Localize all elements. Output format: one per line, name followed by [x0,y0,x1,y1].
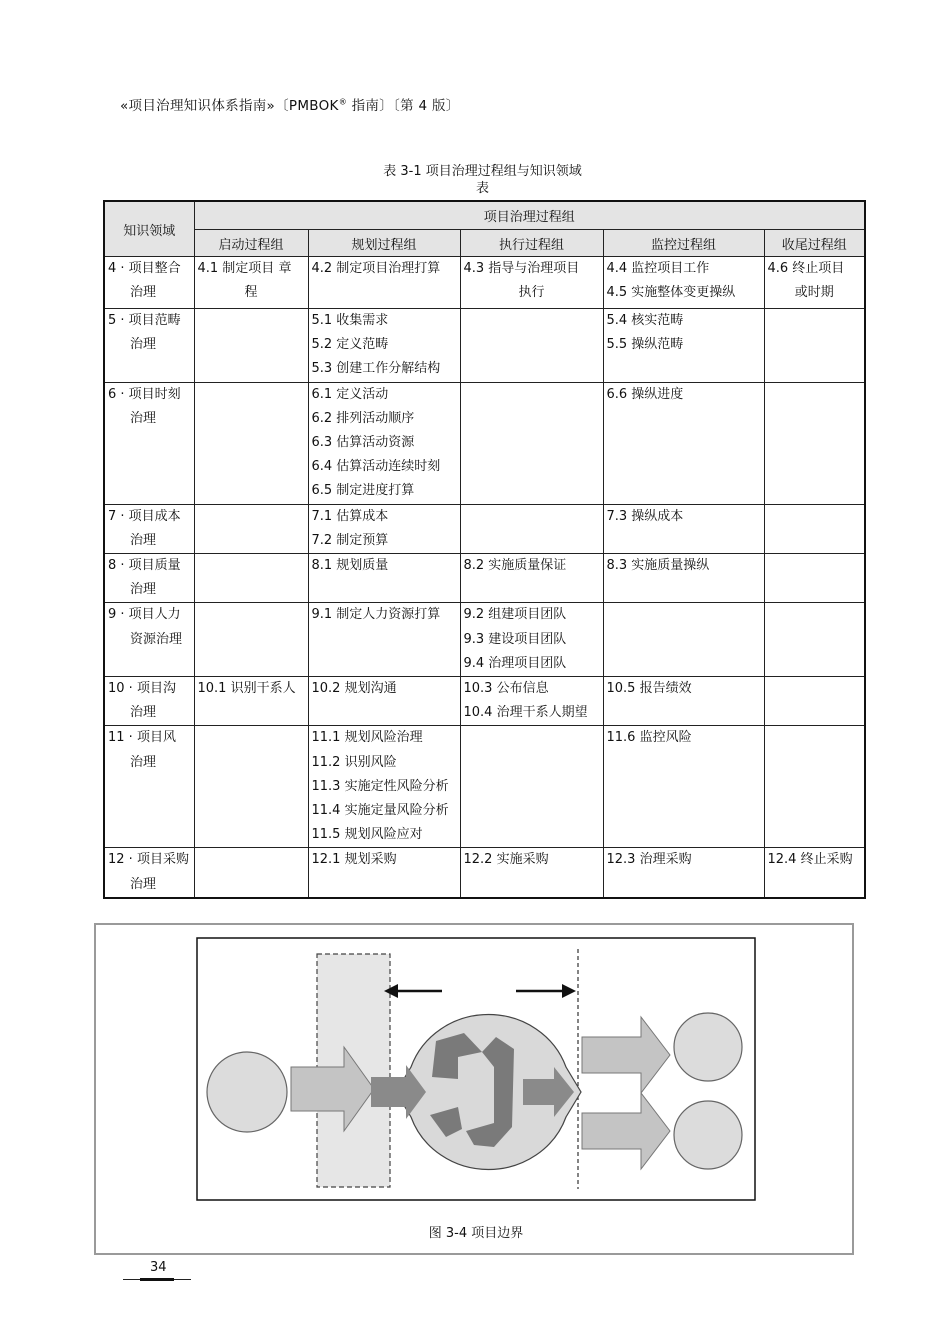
cell-close [764,726,865,848]
cell-line: 12.2 实施采购 [463,852,549,868]
cell-area [104,677,194,726]
cell-plan [308,382,460,504]
cell-line: 11.2 识别风险 [311,754,397,770]
cell-initiate [194,257,308,309]
cell-line: 11.4 实施定量风险分析 [311,803,449,819]
cell-line: 10.1 识别干系人 [197,681,296,697]
cell-execute [460,382,603,504]
header-initiating: 启动过程组 [194,230,308,257]
cell-close [764,554,865,603]
cell-line: 12 · 项目采购 [108,852,189,868]
cell-line: 或时期 [794,285,834,301]
header-title: «项目治理知识体系指南»〔PMBOK [120,98,339,114]
cell-line: 8.3 实施质量操纵 [606,558,710,574]
cell-monitor [603,257,764,309]
cell-line: 5.3 创建工作分解结构 [311,361,441,377]
cell-line: 治理 [130,582,157,598]
cell-line: 8 · 项目质量 [108,558,181,574]
cell-line: 7.1 估算成本 [311,508,389,524]
cell-close [764,603,865,677]
cell-initiate [194,554,308,603]
cell-line: 11.3 实施定性风险分析 [311,778,449,794]
page-number: 34 [150,1260,167,1275]
cell-execute [460,504,603,553]
table-caption: 表 3-1 项目治理过程组与知识领域 [383,164,582,179]
header-planning: 规划过程组 [308,230,460,257]
cell-execute [460,848,603,898]
table-row [104,677,865,726]
cell-line: 治理 [130,532,157,548]
cell-line: 程 [244,285,258,301]
cell-line: 10.4 治理干系人期望 [463,705,588,721]
cell-line: 6.6 操纵进度 [606,386,684,402]
cell-close [764,257,865,309]
header-process-groups: 项目治理过程组 [194,201,865,230]
cell-close [764,504,865,553]
figure-caption: 图 3-4 项目边界 [428,1226,524,1241]
cell-line: 9.2 组建项目团队 [463,607,567,623]
cell-line: 10.2 规划沟通 [311,681,397,697]
table-row [104,257,865,309]
cell-line: 12.3 治理采购 [606,852,692,868]
cell-initiate [194,309,308,383]
cell-line: 6.3 估算活动资源 [311,435,415,451]
cell-plan [308,726,460,848]
table-caption-continuation: 表 [475,181,489,196]
cell-line: 治理 [130,337,157,353]
cell-line: 治理 [130,876,157,892]
cell-line: 5.2 定义范畴 [311,337,389,353]
table-row [104,848,865,898]
cell-line: 5.5 操纵范畴 [606,337,684,353]
cell-line: 5 · 项目范畴 [108,313,181,328]
output-circle-top [674,1013,742,1081]
cell-area [104,848,194,898]
cell-close [764,309,865,383]
table-row [104,554,865,603]
cell-line: 7.3 操纵成本 [606,508,684,524]
cell-initiate [194,382,308,504]
project-boundary-diagram [196,937,756,1201]
cell-line: 9 · 项目人力 [108,607,181,623]
cell-line: 治理 [130,754,157,770]
cell-area [104,554,194,603]
page-number-bar [140,1278,174,1281]
cell-line: 8.1 规划质量 [311,558,389,574]
cell-execute [460,309,603,383]
cell-execute [460,554,603,603]
cell-line: 12.1 规划采购 [311,852,397,868]
cell-line: 6 · 项目时刻 [108,386,181,402]
cell-line: 9.4 治理项目团队 [463,655,567,671]
cell-line: 4.3 指导与治理项目 [463,261,580,276]
cell-execute [460,603,603,677]
cell-initiate [194,603,308,677]
process-knowledge-table [103,200,866,899]
cell-line: 11.6 监控风险 [606,730,692,746]
cell-line: 10.5 报告绩效 [606,681,692,697]
cell-close [764,677,865,726]
cell-execute [460,677,603,726]
cell-close [764,848,865,898]
cell-area [104,309,194,383]
cell-plan [308,309,460,383]
cell-line: 4.2 制定项目治理打算 [311,261,441,276]
cell-area [104,726,194,848]
cell-monitor [603,382,764,504]
cell-initiate [194,848,308,898]
cell-initiate [194,504,308,553]
cell-area [104,257,194,309]
cell-line: 11.5 规划风险应对 [311,827,423,843]
table-row [104,726,865,848]
cell-line: 4.6 终止项目 [767,261,845,276]
cell-monitor [603,309,764,383]
cell-line: 4 · 项目整合 [108,261,181,276]
cell-monitor [603,848,764,898]
cell-area [104,382,194,504]
header-title-suffix: 指南〕〔第 4 版〕 [347,98,460,114]
cell-line: 7 · 项目成本 [108,508,181,524]
output-circle-bottom [674,1101,742,1169]
cell-monitor [603,504,764,553]
cell-line: 5.1 收集需求 [311,313,389,328]
cell-execute [460,726,603,848]
cell-plan [308,257,460,309]
header-closing: 收尾过程组 [764,230,865,257]
cell-line: 6.1 定义活动 [311,386,389,402]
cell-line: 4.4 监控项目工作 [606,261,710,276]
cell-line: 10 · 项目沟 [108,681,176,697]
cell-line: 治理 [130,285,157,301]
cell-line: 治理 [130,705,157,721]
cell-line: 执行 [518,285,545,301]
header-monitoring: 监控过程组 [603,230,764,257]
table-row [104,382,865,504]
cell-line: 10.3 公布信息 [463,681,549,697]
cell-line: 4.1 制定项目 章 [197,261,292,276]
cell-area [104,603,194,677]
cell-initiate [194,677,308,726]
running-header [120,94,460,114]
cell-plan [308,603,460,677]
cell-line: 8.2 实施质量保证 [463,558,567,574]
table-row [104,603,865,677]
cell-close [764,382,865,504]
cell-line: 6.2 排列活动顺序 [311,410,415,426]
cell-execute [460,257,603,309]
cell-line: 4.5 实施整体变更操纵 [606,285,736,301]
cell-line: 9.3 建设项目团队 [463,631,567,647]
cell-monitor [603,554,764,603]
cell-initiate [194,726,308,848]
cell-line: 治理 [130,410,157,426]
cell-plan [308,504,460,553]
cell-monitor [603,603,764,677]
cell-line: 9.1 制定人力资源打算 [311,607,441,623]
cell-line: 6.5 制定进度打算 [311,483,415,499]
cell-line: 6.4 估算活动连续时刻 [311,459,441,475]
cell-line: 7.2 制定预算 [311,532,389,548]
cell-line: 5.4 核实范畴 [606,313,684,328]
cell-plan [308,554,460,603]
cell-line: 12.4 终止采购 [767,852,853,868]
registered-mark: ® [338,97,348,107]
cell-area [104,504,194,553]
cell-monitor [603,677,764,726]
cell-plan [308,677,460,726]
header-executing: 执行过程组 [460,230,603,257]
input-circle [207,1052,287,1132]
figure-frame [94,923,854,1255]
header-knowledge-area: 知识领域 [104,201,194,257]
cell-line: 11 · 项目风 [108,730,176,746]
cell-plan [308,848,460,898]
table-row [104,309,865,383]
cell-monitor [603,726,764,848]
cell-line: 11.1 规划风险治理 [311,730,423,746]
table-row [104,504,865,553]
cell-line: 资源治理 [130,631,183,647]
